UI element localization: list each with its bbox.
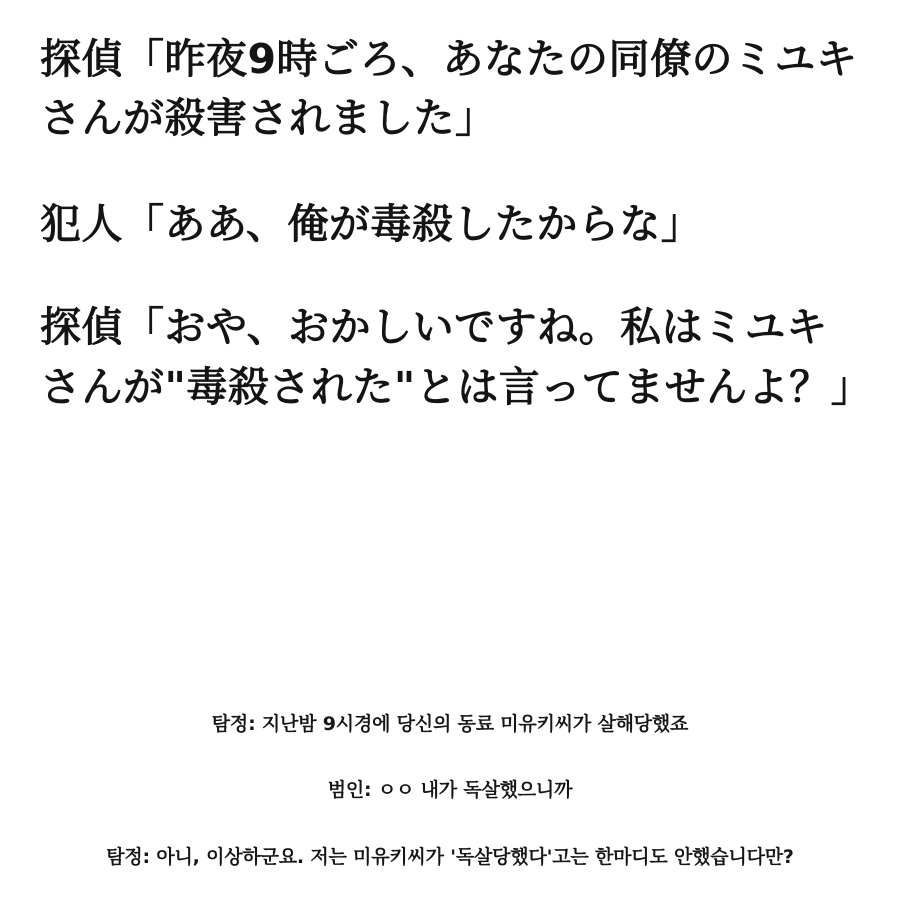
korean-line-1: 탐정: 지난밤 9시경에 당신의 동료 미유키씨가 살해당했죠	[211, 712, 689, 735]
vertical-spacer	[40, 463, 860, 709]
japanese-line-2: 犯人「ああ、俺が毒殺したからな」	[40, 199, 703, 248]
korean-line-3: 탐정: 아니, 이상하군요. 저는 미유키씨가 '독살당했다'고는 한마디도 안했습니다만?	[106, 845, 794, 868]
japanese-line-1: 探偵「昨夜9時ごろ、あなたの同僚のミユキさんが殺害されました」	[40, 35, 858, 143]
korean-translation-section	[40, 710, 860, 907]
korean-line-2: 범인: ㅇㅇ 내가 독살했으니까	[327, 779, 573, 801]
japanese-line-3: 探偵「おや、おかしいですね。私はミユキさんが"毒殺された"とは言ってませんよ？」	[40, 303, 873, 411]
